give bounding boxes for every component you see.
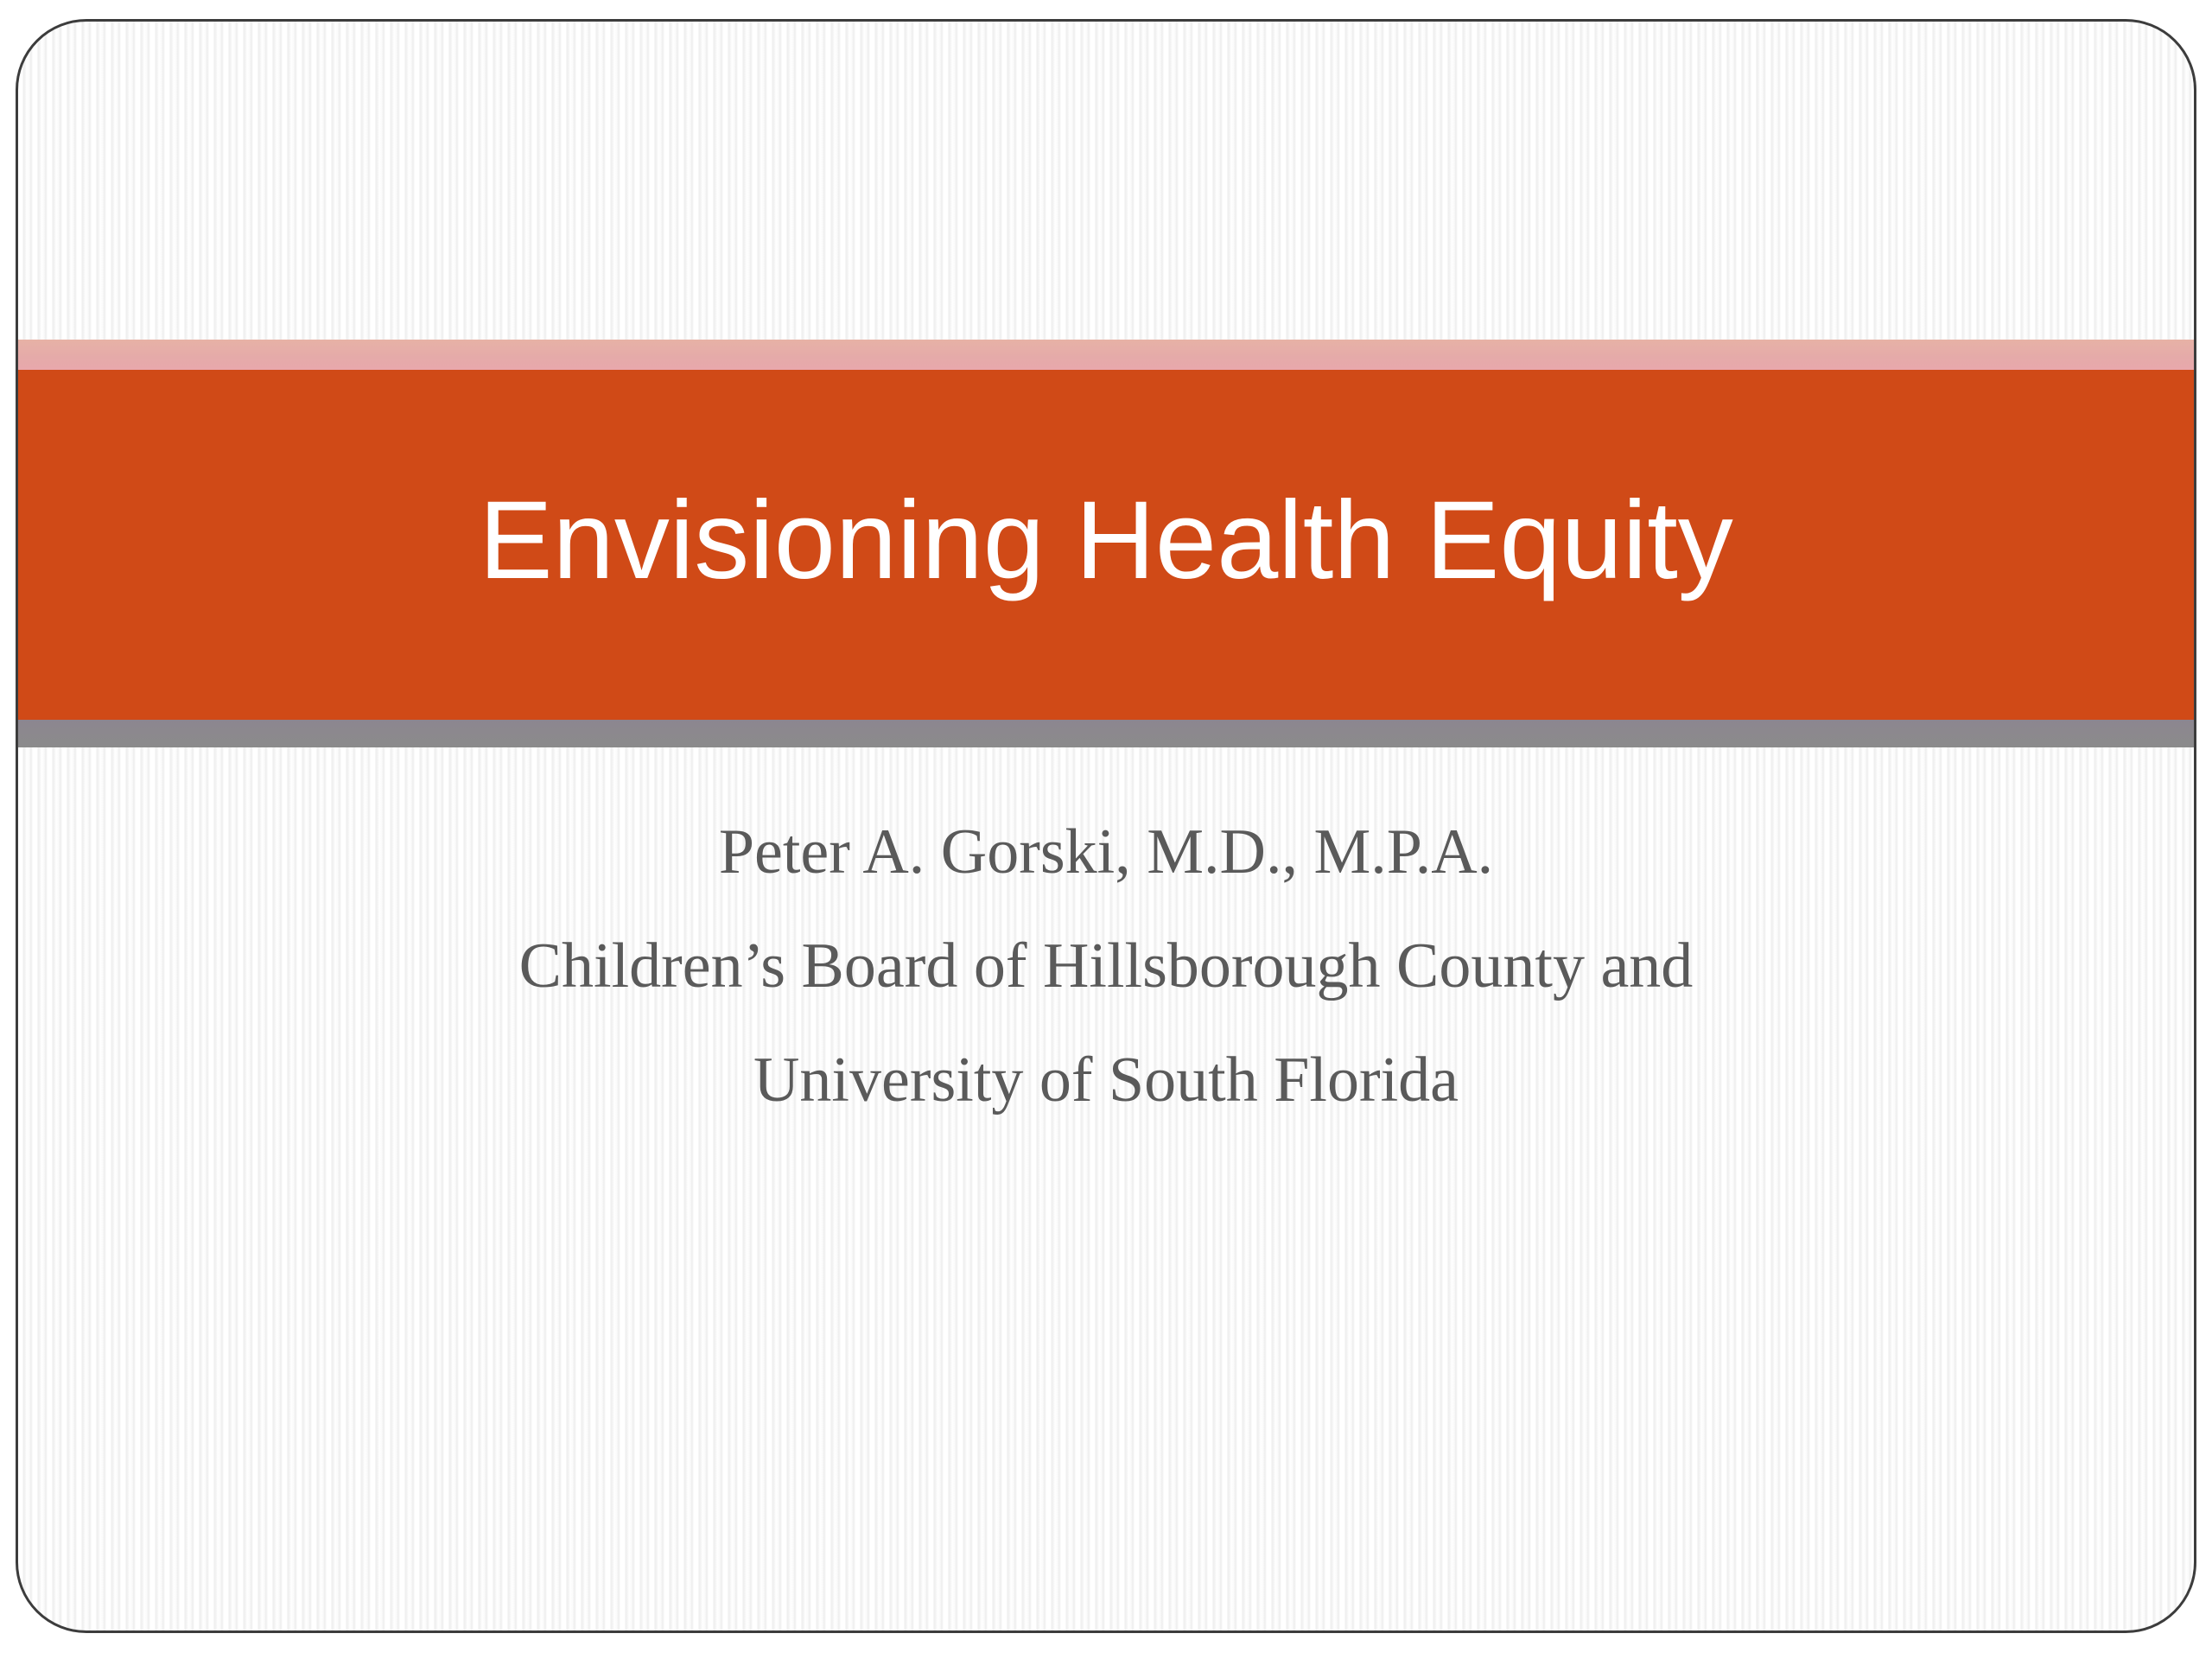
author-name: Peter A. Gorski, M.D., M.P.A.	[718, 817, 1494, 887]
slide-subtitle	[18, 795, 2194, 1137]
slide-frame	[16, 19, 2196, 1633]
affiliation-line-2: University of South Florida	[753, 1045, 1459, 1116]
slide-title: Envisioning Health Equity	[479, 479, 1733, 602]
title-band-bottom-accent	[18, 720, 2194, 747]
affiliation-line-1: Children’s Board of Hillsborough County and	[518, 931, 1694, 1001]
title-band	[18, 370, 2194, 720]
title-band-top-accent	[18, 340, 2194, 370]
